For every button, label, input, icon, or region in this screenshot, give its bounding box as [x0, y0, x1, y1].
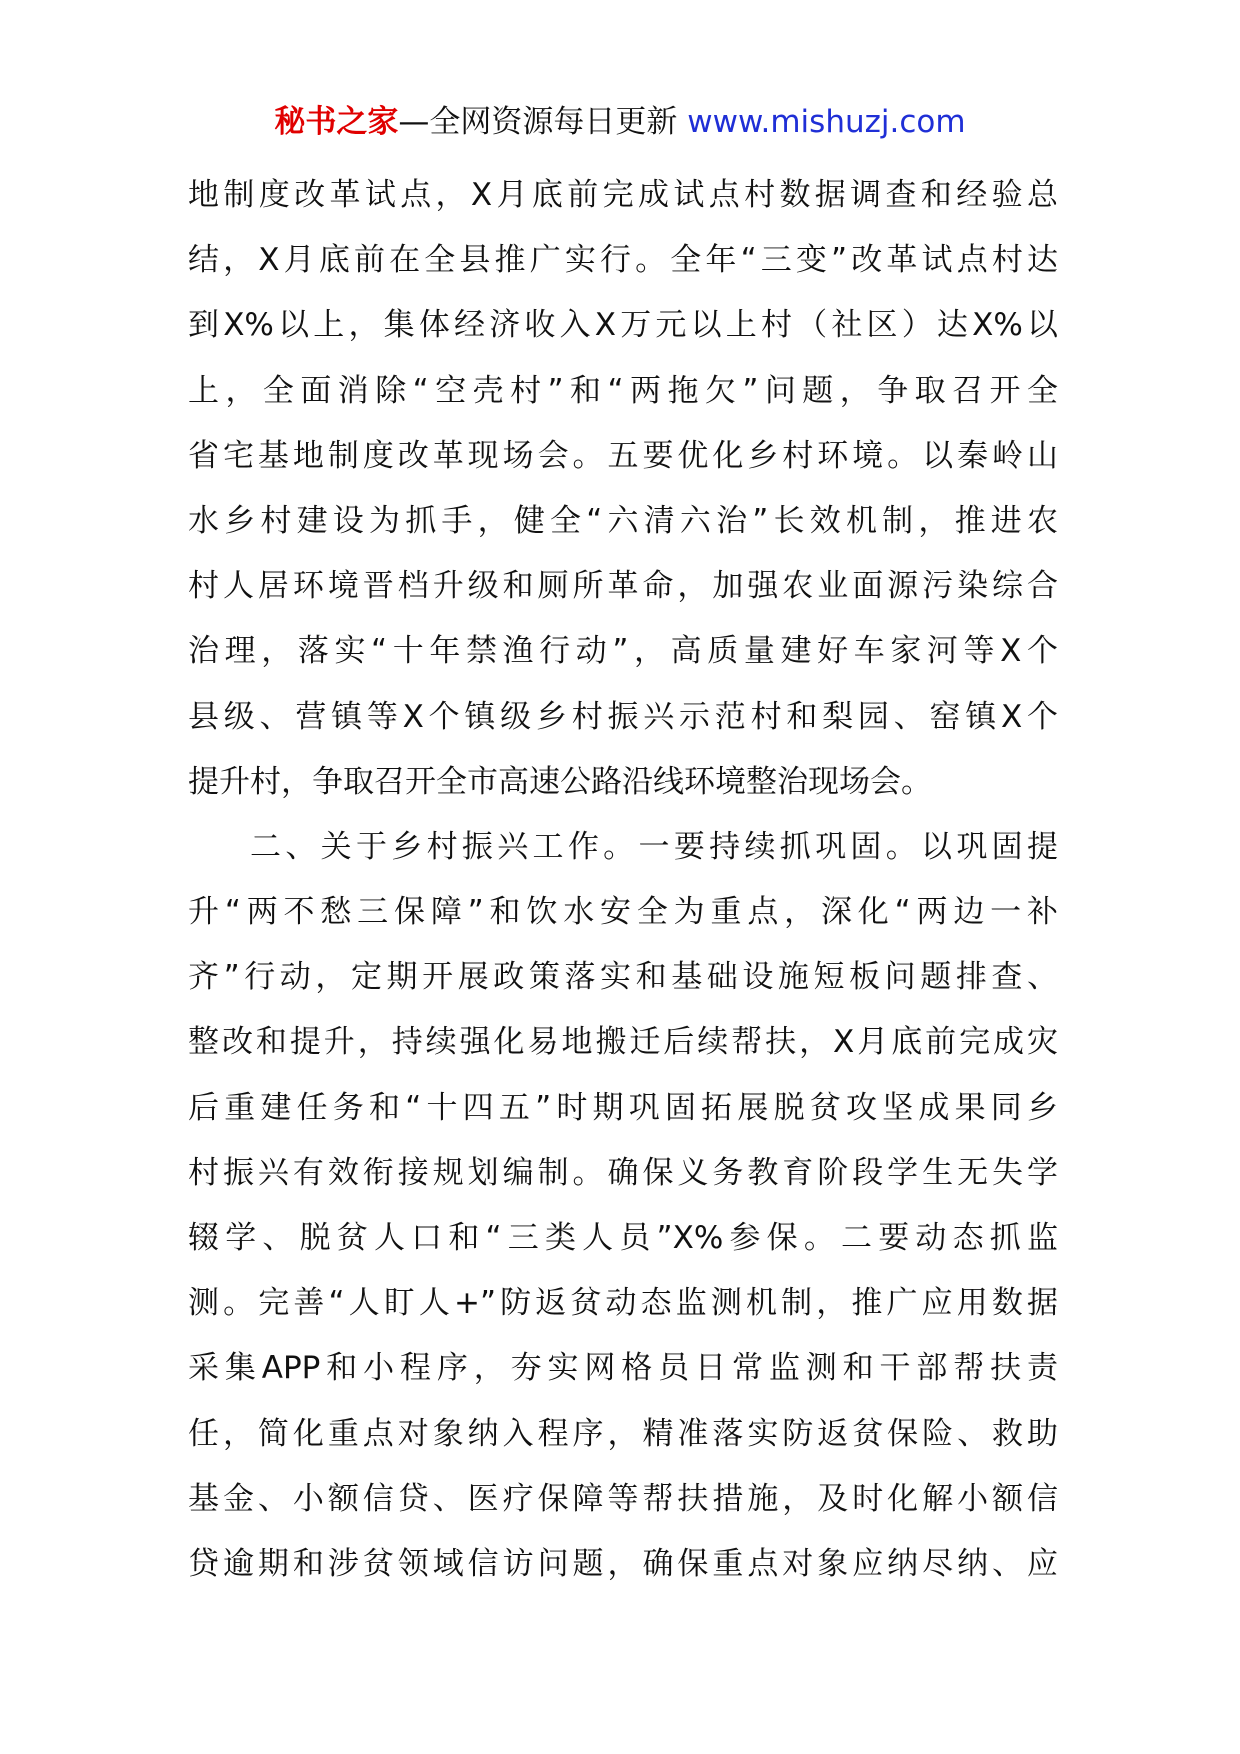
paragraph [188, 163, 1058, 815]
text-line: 村振兴有效衔接规划编制。确保义务教育阶段学生无失学 [188, 1154, 1058, 1191]
document-body [188, 163, 1058, 1597]
paragraph [188, 815, 1058, 1597]
text-line: 二、关于乡村振兴工作。一要持续抓巩固。以巩固提 [250, 828, 1058, 865]
text-line: 提升村，争取召开全市高速公路沿线环境整治现场会。 [188, 763, 932, 800]
watermark-header [0, 100, 1240, 144]
text-line: 采集APP和小程序，夯实网格员日常监测和干部帮扶责 [188, 1350, 1058, 1387]
text-line: 治理，落实“十年禁渔行动”，高质量建好车家河等X个 [188, 633, 1058, 670]
header-tagline: —全网资源每日更新 [398, 104, 678, 140]
text-line: 贷逾期和涉贫领域信访问题，确保重点对象应纳尽纳、应 [188, 1545, 1058, 1582]
text-line: 水乡村建设为抓手，健全“六清六治”长效机制，推进农 [188, 502, 1058, 539]
text-line: 整改和提升，持续强化易地搬迁后续帮扶，X月底前完成灾 [188, 1024, 1058, 1061]
text-line: 县级、营镇等X个镇级乡村振兴示范村和梨园、窑镇X个 [188, 698, 1058, 735]
text-line: 地制度改革试点，X月底前完成试点村数据调查和经验总 [188, 177, 1058, 213]
text-line: 到X%以上，集体经济收入X万元以上村（社区）达X%以 [188, 307, 1058, 344]
text-line: 结，X月底前在全县推广实行。全年“三变”改革试点村达 [188, 242, 1058, 279]
text-line: 省宅基地制度改革现场会。五要优化乡村环境。以秦岭山 [188, 437, 1058, 474]
brand-name: 秘书之家 [274, 104, 399, 140]
site-url-link[interactable]: www.mishuzj.com [687, 104, 966, 140]
text-line: 辍学、脱贫人口和“三类人员”X%参保。二要动态抓监 [188, 1220, 1058, 1256]
text-line: 上，全面消除“空壳村”和“两拖欠”问题，争取召开全 [188, 372, 1058, 409]
text-line: 任，简化重点对象纳入程序，精准落实防返贫保险、救助 [188, 1415, 1058, 1452]
text-line: 升“两不愁三保障”和饮水安全为重点，深化“两边一补 [188, 894, 1058, 931]
text-line: 齐”行动，定期开展政策落实和基础设施短板问题排查、 [188, 959, 1058, 996]
text-line: 村人居环境晋档升级和厕所革命，加强农业面源污染综合 [188, 568, 1058, 605]
text-line: 测。完善“人盯人+”防返贫动态监测机制，推广应用数据 [188, 1285, 1058, 1322]
text-line: 基金、小额信贷、医疗保障等帮扶措施，及时化解小额信 [188, 1480, 1058, 1517]
text-line: 后重建任务和“十四五”时期巩固拓展脱贫攻坚成果同乡 [188, 1089, 1058, 1126]
